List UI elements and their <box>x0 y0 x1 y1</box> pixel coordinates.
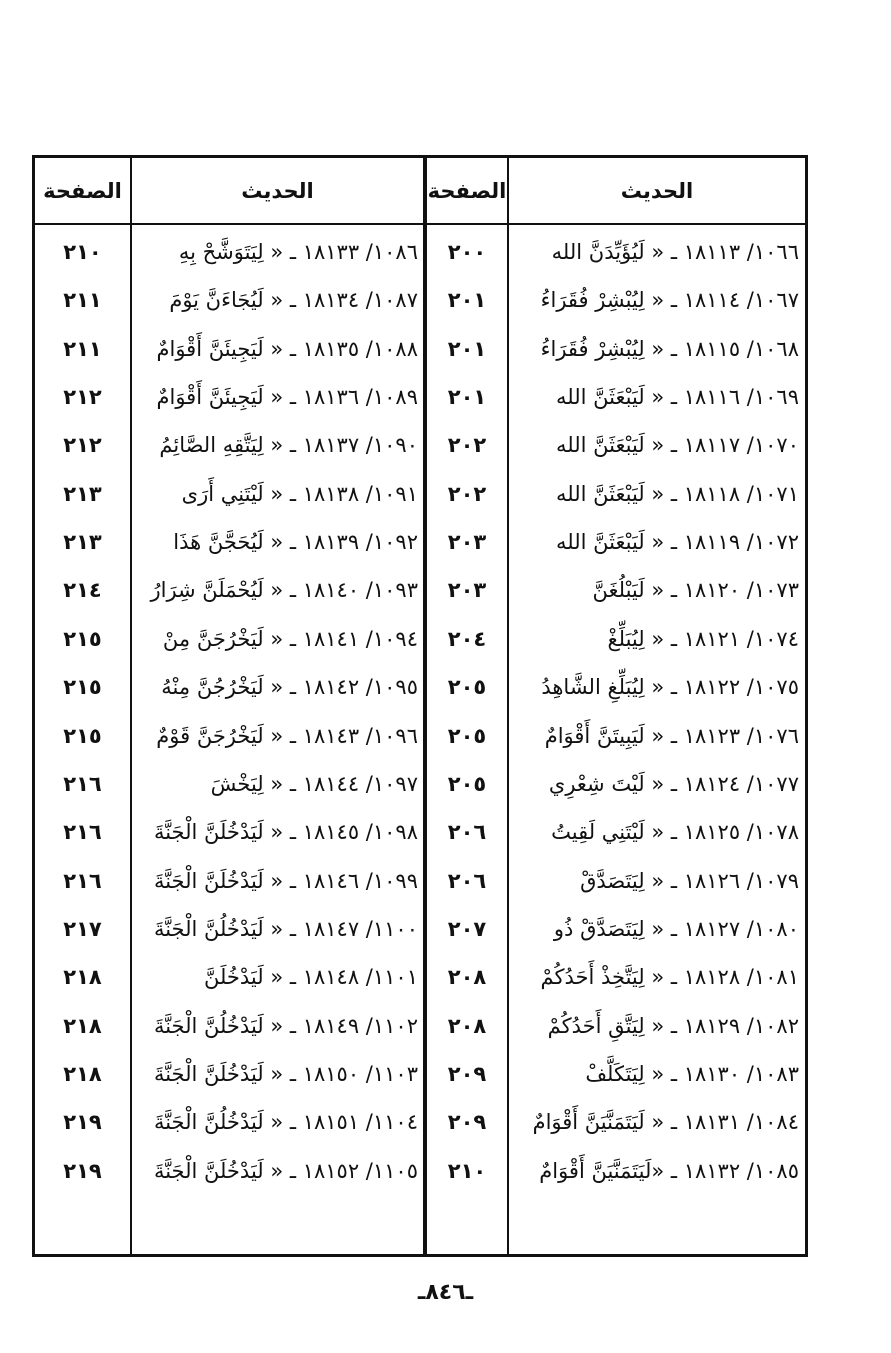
page-ref: ٢٠٤ <box>447 626 487 651</box>
hadith-entry: ١٠٨٠/ ١٨١٢٧ ـ « لِيَتَصَدَّقْ ذُو <box>553 916 799 941</box>
page-ref: ٢١٨ <box>63 1013 102 1038</box>
hadith-entry: ١٠٧١/ ١٨١١٨ ـ « لَيَبْعَثَنَّ الله <box>556 481 799 506</box>
page-ref: ٢١٩ <box>63 1110 102 1135</box>
hadith-entry: ١٠٨٦/ ١٨١٣٣ ـ « لِيَتَوَشَّحْ بِهِ <box>178 240 418 264</box>
page-ref: ٢٠٩ <box>447 1110 487 1135</box>
hadith-entry: ١٠٧٣/ ١٨١٢٠ ـ « لَيَبْلُغَنَّ <box>592 578 799 603</box>
page-ref: ٢١٦ <box>63 868 102 893</box>
page-ref: ٢٠٦ <box>447 868 487 893</box>
page-ref: ٢١٢ <box>63 385 102 410</box>
hadith-entry: ١٠٨٧/ ١٨١٣٤ ـ « لَيُجَاءَنَّ يَوْمَ <box>169 288 418 313</box>
page-ref: ٢٠٣ <box>447 578 487 603</box>
page-ref: ٢٠٥ <box>447 675 487 700</box>
hadith-entry: ١٠٧٥/ ١٨١٢٢ ـ « لِيُبَلِّغِ الشَّاهِدُ <box>541 675 799 700</box>
table-row <box>35 329 805 369</box>
hadith-entry: ١١٠٠/ ١٨١٤٧ ـ « لَيَدْخُلُنَّ الْجَنَّةَ <box>153 916 418 941</box>
hadith-entry: ١٠٩٧/ ١٨١٤٤ ـ « لِيَخْشَ <box>210 771 418 796</box>
page-ref: ٢١٠ <box>447 1158 487 1183</box>
table-row <box>35 716 805 756</box>
hadith-entry: ١١٠١/ ١٨١٤٨ ـ « لَيَدْخُلَنَّ <box>203 965 418 990</box>
page-ref: ٢٠١ <box>447 288 487 313</box>
table-row <box>35 280 805 320</box>
page-ref: ٢٠١ <box>447 385 487 410</box>
page-ref: ٢١٢ <box>63 433 102 458</box>
hadith-entry: ١١٠٤/ ١٨١٥١ ـ « لَيَدْخُلُنَّ الْجَنَّةَ <box>153 1110 418 1135</box>
index-table <box>32 155 808 1257</box>
page-ref: ٢٠٠ <box>447 240 487 264</box>
table-row <box>35 667 805 707</box>
hadith-entry: ١١٠٥/ ١٨١٥٢ ـ « لَيَدْخُلَنَّ الْجَنَّةَ <box>153 1158 418 1183</box>
page-ref: ٢٠٢ <box>447 481 487 506</box>
table-row <box>35 909 805 949</box>
hadith-entry: ١٠٩٥/ ١٨١٤٢ ـ « لَيَخْرُجُنَّ مِنْهُ <box>161 675 418 700</box>
hadith-entry: ١٠٨١/ ١٨١٢٨ ـ « لِيَتَّخِذْ أَحَدُكُمْ <box>540 965 799 990</box>
hadith-entry: ١٠٨٥/ ١٨١٣٢ ـ «لَيَتَمَنَّيَنَّ أَقْوَامٌ <box>539 1158 799 1183</box>
page-ref: ٢٠٥ <box>447 771 487 796</box>
page-ref: ٢٠١ <box>447 336 487 361</box>
left-hadith-header: الحديث <box>241 179 314 203</box>
page-ref: ٢١١ <box>63 336 102 361</box>
page-ref: ٢١٠ <box>63 240 102 264</box>
hadith-entry: ١٠٩٣/ ١٨١٤٠ ـ « لَيُحْمَلَنَّ شِرَارُ <box>150 578 418 603</box>
page-ref: ٢١٥ <box>63 723 102 748</box>
hadith-entry: ١٠٧٦/ ١٨١٢٣ ـ « لَيَبِيتَنَّ أَقْوَامٌ <box>544 723 799 748</box>
hadith-entry: ١٠٩٨/ ١٨١٤٥ ـ « لَيَدْخُلَنَّ الْجَنَّةَ <box>153 820 418 845</box>
table-row <box>35 570 805 610</box>
table-row <box>35 1102 805 1142</box>
page-ref: ٢١٥ <box>63 626 102 651</box>
hadith-entry: ١٠٧٩/ ١٨١٢٦ ـ « لِيَتَصَدَّقْ <box>580 868 799 893</box>
hadith-entry: ١٠٨٨/ ١٨١٣٥ ـ « لَيَجِيئَنَّ أَقْوَامٌ <box>156 336 418 361</box>
page-ref: ٢١٨ <box>63 965 102 990</box>
hadith-entry: ١٠٧٢/ ١٨١١٩ ـ « لَيَبْعَثَنَّ الله <box>556 530 799 555</box>
hadith-entry: ١٠٩٩/ ١٨١٤٦ ـ « لَيَدْخُلَنَّ الْجَنَّةَ <box>153 868 418 893</box>
page-ref: ٢٠٣ <box>447 530 487 555</box>
page-ref: ٢١٦ <box>63 820 102 845</box>
page-ref: ٢٠٧ <box>447 916 487 941</box>
table-row <box>35 522 805 562</box>
right-hadith-header: الحديث <box>620 179 694 203</box>
page-ref: ٢٠٨ <box>447 965 487 990</box>
hadith-entry: ١٠٦٨/ ١٨١١٥ ـ « لِيُبْشِرْ فُقَرَاءُ <box>540 336 799 361</box>
hadith-entry: ١٠٧٧/ ١٨١٢٤ ـ « لَيْتَ شِعْرِي <box>548 771 799 796</box>
page-ref: ٢١٦ <box>63 771 102 796</box>
left-page-header: الصفحة <box>43 179 122 203</box>
hadith-entry: ١٠٨٤/ ١٨١٣١ ـ « لَيَتَمَنَّيَنَّ أَقْوَامٌ <box>532 1110 799 1135</box>
page-ref: ٢٠٢ <box>447 433 487 458</box>
page-ref: ٢١٣ <box>63 481 102 506</box>
page-ref: ٢٠٩ <box>447 1061 487 1086</box>
hadith-entry: ١٠٨٩/ ١٨١٣٦ ـ « لَيَجِيئَنَّ أَقْوَامٌ <box>156 385 418 410</box>
page-ref: ٢١٥ <box>63 675 102 700</box>
page-ref: ٢١٤ <box>63 578 102 603</box>
table-row <box>35 232 805 272</box>
hadith-entry: ١٠٦٩/ ١٨١١٦ ـ « لَيَبْعَثَنَّ الله <box>556 385 799 410</box>
page-number: ـ٨٤٦ـ <box>417 1280 474 1305</box>
hadith-entry: ١٠٩٤/ ١٨١٤١ ـ « لَيَخْرُجَنَّ مِنْ <box>162 626 418 651</box>
hadith-entry: ١٠٩٠/ ١٨١٣٧ ـ « لِيَتَّقِهِ الصَّائِمُ <box>159 433 418 458</box>
page-ref: ٢١٩ <box>63 1158 102 1183</box>
hadith-entry: ١٠٨٣/ ١٨١٣٠ ـ « لِيَتَكَلَّفْ <box>585 1061 799 1086</box>
hadith-entry: ١٠٧٤/ ١٨١٢١ ـ « لِيُبَلِّغْ <box>607 626 799 651</box>
hadith-entry: ١٠٩١/ ١٨١٣٨ ـ « لَيْتَنِي أَرَى <box>181 481 418 506</box>
hadith-entry: ١١٠٣/ ١٨١٥٠ ـ « لَيَدْخُلَنَّ الْجَنَّةَ <box>153 1061 418 1086</box>
table-row <box>35 957 805 997</box>
table-row <box>35 764 805 804</box>
page-ref: ٢٠٦ <box>447 820 487 845</box>
table-row <box>35 861 805 901</box>
table-row <box>35 1006 805 1046</box>
hadith-entry: ١٠٨٢/ ١٨١٢٩ ـ « لِيَتَّقِ أَحَدُكُمْ <box>547 1013 799 1038</box>
right-page-header: الصفحة <box>427 179 507 203</box>
hadith-entry: ١٠٦٧/ ١٨١١٤ ـ « لِيُبْشِرْ فُقَرَاءُ <box>540 288 799 313</box>
hadith-entry: ١٠٩٢/ ١٨١٣٩ ـ « لَيُحَجَّنَّ هَذَا <box>173 530 418 555</box>
table-row <box>35 1151 805 1191</box>
table-row <box>35 619 805 659</box>
page-ref: ٢١١ <box>63 288 102 313</box>
page-ref: ٢٠٥ <box>447 723 487 748</box>
table-row <box>35 425 805 465</box>
table-row <box>35 812 805 852</box>
table-row <box>35 377 805 417</box>
hadith-entry: ١٠٩٦/ ١٨١٤٣ ـ « لَيَخْرُجَنَّ قَوْمٌ <box>156 723 418 748</box>
page-ref: ٢٠٨ <box>447 1013 487 1038</box>
hadith-entry: ١٠٧٠/ ١٨١١٧ ـ « لَيَبْعَثَنَّ الله <box>556 433 799 458</box>
header-divider <box>35 223 805 225</box>
hadith-entry: ١١٠٢/ ١٨١٤٩ ـ « لَيَدْخُلُنَّ الْجَنَّةَ <box>153 1013 418 1038</box>
hadith-entry: ١٠٦٦/ ١٨١١٣ ـ « لَيُؤَيِّدَنَّ الله <box>551 240 799 264</box>
table-row <box>35 1054 805 1094</box>
page-ref: ٢١٧ <box>63 916 102 941</box>
hadith-entry: ١٠٧٨/ ١٨١٢٥ ـ « لَيْتَنِي لَقِيتُ <box>551 820 799 845</box>
table-row <box>35 474 805 514</box>
page-ref: ٢١٣ <box>63 530 102 555</box>
page-ref: ٢١٨ <box>63 1061 102 1086</box>
